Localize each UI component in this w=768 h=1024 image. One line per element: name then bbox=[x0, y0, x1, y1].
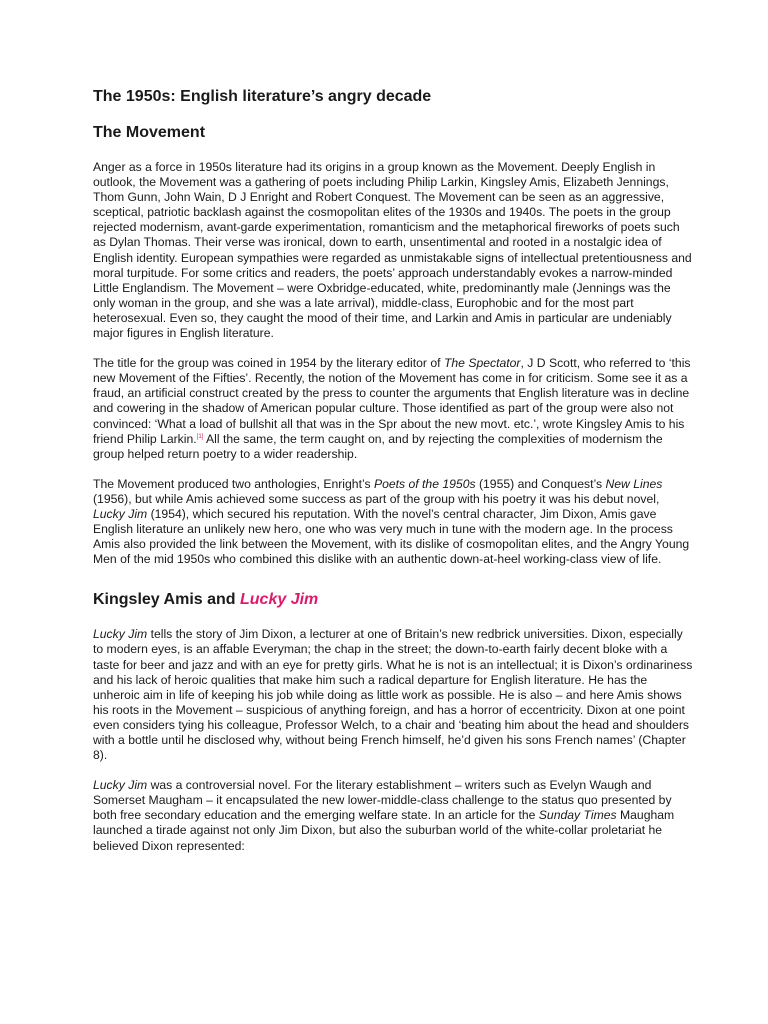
italic-title-lucky-jim: Lucky Jim bbox=[93, 506, 148, 521]
text-run: (1954), which secured his reputation. With the novel’s central character, Jim Dixon, Amis gave English literature an unlikely new hero, one who was very much in tune with the modern age. In the process Amis also provided the link between the Movement, with its dislike of cosmopolitan elites, and the Angry Young Men of the mid 1950s who combined this dislike with an authentic down-at-heel working-class view of life. bbox=[93, 506, 690, 567]
text-run: All the same, the term caught on, and by rejecting the complexities of modernism the group helped return poetry to a wider readership. bbox=[93, 431, 663, 461]
paragraph-movement-intro: Anger as a force in 1950s literature had its origins in a group known as the Movement. Deeply English in outlook, the Movement was a gathering of poets including Philip Larkin, Kingsley Amis, Elizabeth Jennings, Thom Gunn, John Wain, D J Enright and Robert Conquest. The Movement can be seen as an aggressive, sceptical, patriotic backlash against the cosmopolitan elites of the 1930s and 1940s. The poets in the group rejected modernism, avant-garde experimentation, romanticism and the metaphorical fireworks of poets such as Dylan Thomas. Their verse was ironical, down to earth, unsentimental and rooted in a nostalgic idea of English identity. European sympathies were regarded as unmistakable signs of intellectual pretentiousness and moral turpitude. For some critics and readers, the poets’ approach understandably evokes a narrow-minded Little Englandism. The Movement – were Oxbridge-educated, white, predominantly male (Jennings was the only woman in the group, and she was a late arrival), middle-class, Europhobic and for the most part heterosexual. Even so, they caught the mood of their time, and Larkin and Amis in particular are undeniably major figures in English literature. bbox=[93, 160, 692, 341]
text-run: (1955) and Conquest’s bbox=[475, 476, 606, 491]
heading-accent-text: Lucky Jim bbox=[240, 591, 319, 609]
text-run: The Movement produced two anthologies, Enright’s bbox=[93, 476, 374, 491]
italic-title-sunday-times: Sunday Times bbox=[538, 808, 617, 823]
text-run: Maugham launched a tirade against not only Jim Dixon, but also the suburban world of the white-collar proletariat he believed Dixon represented: bbox=[93, 808, 675, 853]
paragraph-lucky-jim-story bbox=[93, 627, 693, 763]
italic-title-lucky-jim: Lucky Jim bbox=[93, 627, 148, 642]
text-run: was a controversial novel. For the literary establishment – writers such as Evelyn Waugh and Somerset Maugham – it encapsulated the new lower-middle-class challenge to the status quo presented by both free secondary education and the emerging welfare state. In an article for the bbox=[93, 778, 672, 823]
paragraph-movement-title-origin bbox=[93, 356, 693, 462]
section-heading-lucky-jim bbox=[93, 589, 693, 611]
text-run: The title for the group was coined in 1954 by the literary editor of bbox=[93, 356, 444, 371]
text-run: (1956), but while Amis achieved some success as part of the group with his poetry it was his debut novel, bbox=[93, 491, 660, 506]
text-run: tells the story of Jim Dixon, a lecturer at one of Britain’s new redbrick universities. Dixon, especially to modern eyes, is an affable Everyman; the chap in the street; the down-to-earth fairly decent bloke with a taste for beer and jazz and with an eye for pretty girls. What he is not is an intellectual; it is Dixon’s ordinariness and his lack of heroic qualities that make him such a radical departure for English literature. He has the unheroic aim in life of keeping his job while doing as little work as possible. He is also – and here Amis shows his roots in the Movement – suspicious of anything foreign, and has a horror of eccentricity. Dixon at one point even considers tying his colleague, Professor Welch, to a chair and ‘beating him about the head and shoulders with a bottle until he disclosed why, without being French himself, he’d given his sons French names’ (Chapter 8). bbox=[93, 627, 693, 763]
heading-plain-text: Kingsley Amis and bbox=[93, 591, 240, 609]
italic-title-lucky-jim: Lucky Jim bbox=[93, 778, 148, 793]
italic-title-spectator: The Spectator bbox=[443, 356, 521, 371]
italic-title-new-lines: New Lines bbox=[605, 476, 663, 491]
page-title: The 1950s: English literature’s angry decade bbox=[93, 88, 432, 105]
italic-title-poets-1950s: Poets of the 1950s bbox=[373, 476, 476, 491]
document-page bbox=[93, 86, 693, 869]
paragraph-lucky-jim-controversy bbox=[93, 778, 693, 853]
section-heading-movement: The Movement bbox=[93, 124, 206, 141]
paragraph-movement-anthologies bbox=[93, 477, 693, 568]
text-run: , J D Scott, who referred to ‘this new Movement of the Fifties’. Recently, the notion of the Movement has come in for criticism. Some see it as a fraud, an artificial construct created by the press to counter the arguments that English literature was in decline and cowering in the shadow of American popular culture. Those identified as part of the group were also not convinced: ‘What a load of bullshit all that was in the Spr about the new movt. etc.’, wrote Kingsley Amis to his friend Philip Larkin. bbox=[93, 356, 691, 446]
footnote-link[interactable]: [1] bbox=[196, 433, 204, 440]
